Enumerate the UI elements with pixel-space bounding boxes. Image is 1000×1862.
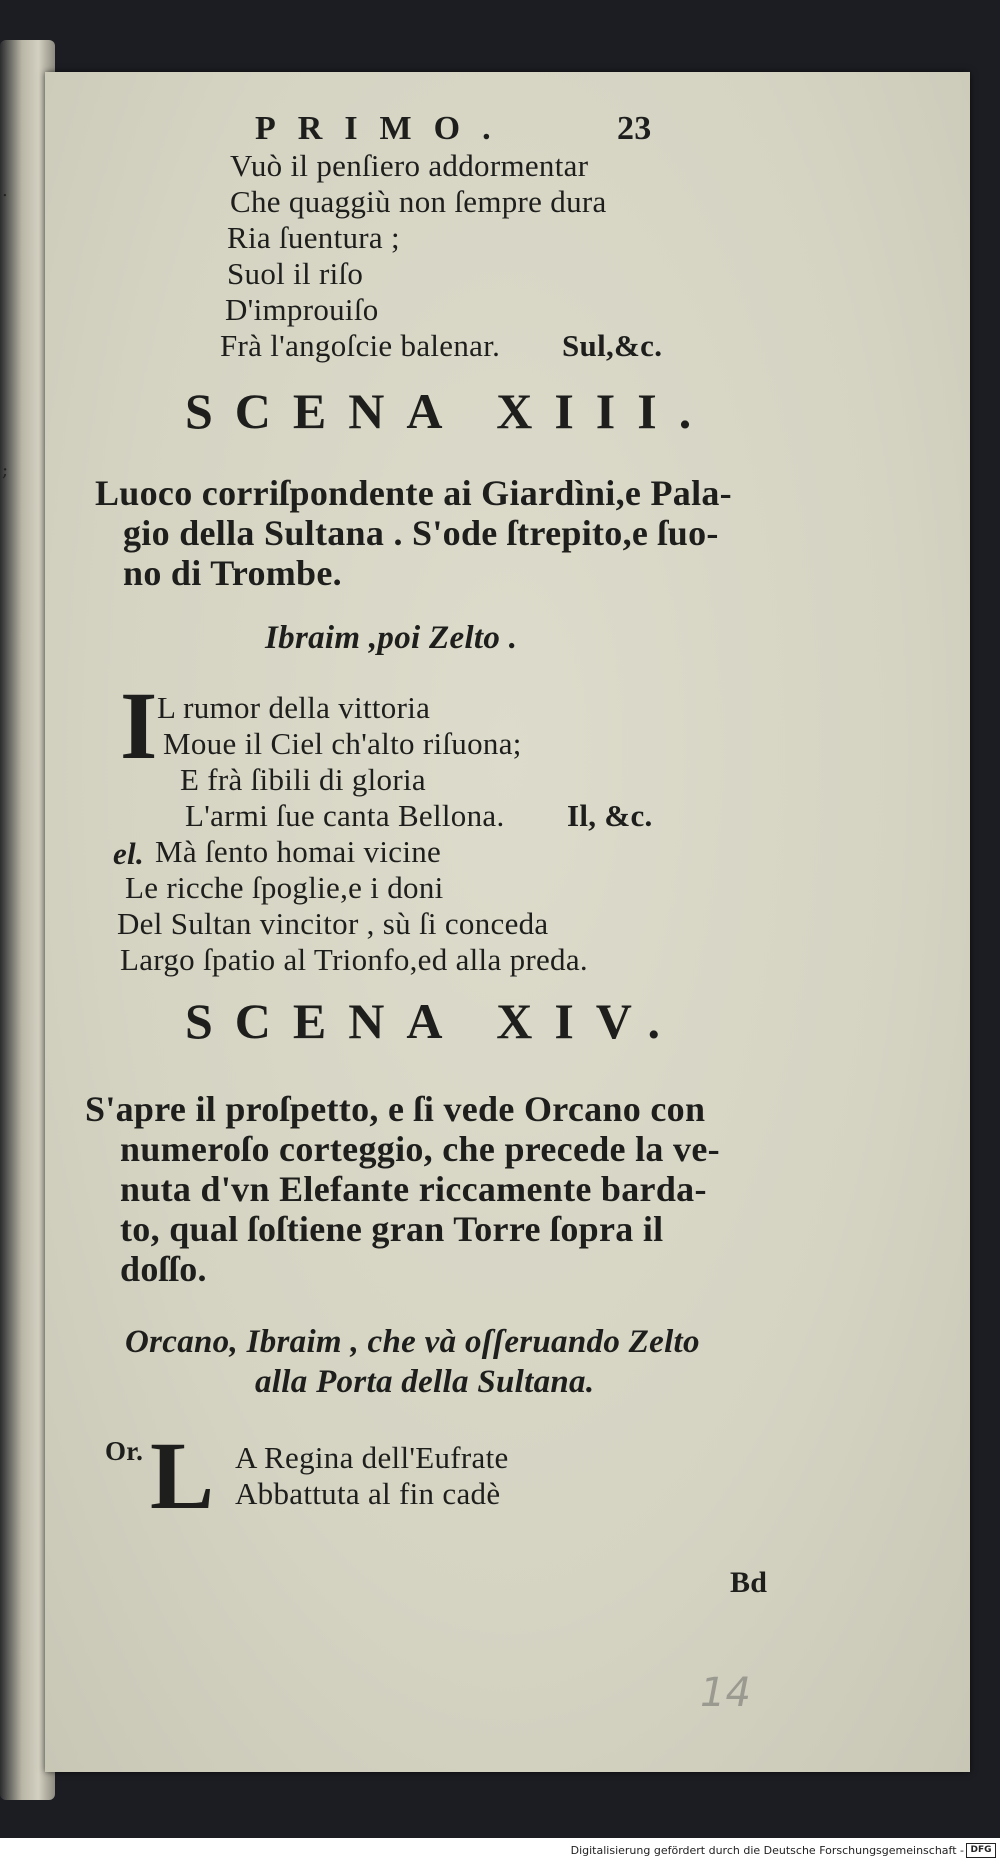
verse-line: Vuò il penſiero addormentar <box>230 148 589 183</box>
scene-14-title: SCENA XIV. <box>185 993 682 1049</box>
scene-14-characters: Orcano, Ibraim , che và oſſeruando Zelto <box>125 1324 700 1360</box>
dfg-logo: DFG <box>966 1843 996 1858</box>
verse-line: L'armi ſue canta Bellona. <box>185 798 505 833</box>
running-header: PRIMO. <box>255 110 513 147</box>
page-number: 23 <box>617 110 652 147</box>
stage-line: to, qual ſoſtiene gran Torre ſopra il <box>120 1209 664 1249</box>
speaker-label: Or. <box>105 1436 144 1466</box>
verse-line: Che quaggiù non ſempre dura <box>230 184 607 219</box>
stage-line: doſſo. <box>120 1249 207 1289</box>
verse-line: Moue il Ciel ch'alto riſuona; <box>163 726 522 761</box>
spine-mark: ; <box>2 460 9 481</box>
scene-13-characters: Ibraim ,poi Zelto . <box>265 620 518 656</box>
stage-line: Luoco corriſpondente ai Giardìni,e Pala- <box>95 473 732 513</box>
scene-13-title: SCENA XIII. <box>185 383 714 439</box>
stage-line: nuta d'vn Elefante riccamente barda- <box>120 1169 707 1209</box>
book-page <box>45 72 970 1772</box>
verse-line: Abbattuta al fin cadè <box>235 1476 501 1511</box>
stage-line: no di Trombe. <box>123 553 342 593</box>
speech-line: Le ricche ſpoglie,e i doni <box>125 870 444 905</box>
speech-line: Del Sultan vincitor , sù ſi conceda <box>117 906 549 941</box>
verse-line: Suol il riſo <box>227 256 364 291</box>
verse-line: L rumor della vittoria <box>157 690 431 725</box>
drop-cap: I <box>120 672 158 779</box>
speech-line: Mà ſento homai vicine <box>155 834 442 869</box>
repeat-cue: Il, &c. <box>567 798 653 833</box>
verse-line: A Regina dell'Eufrate <box>235 1440 509 1475</box>
stage-line: numeroſo corteggio, che precede la ve- <box>120 1129 720 1169</box>
scene-14-characters: alla Porta della Sultana. <box>255 1364 595 1400</box>
stage-line: S'apre il proſpetto, e ſi vede Orcano con <box>85 1089 706 1129</box>
spine-mark: . <box>2 180 8 201</box>
repeat-cue: Sul,&c. <box>562 328 663 363</box>
verse-line: Ria ſuentura ; <box>227 220 400 255</box>
pencil-folio-note: 14 <box>700 1670 751 1716</box>
stage-line: gio della Sultana . S'ode ſtrepito,e ſuo- <box>123 513 719 553</box>
digitization-credit-bar <box>0 1838 1000 1862</box>
catchword: Bd <box>730 1566 768 1599</box>
speech-line: Largo ſpatio al Trionfo,ed alla preda. <box>120 942 588 977</box>
drop-cap: L <box>150 1422 215 1529</box>
verse-line: Frà l'angoſcie balenar. <box>220 328 501 363</box>
verse-line: D'improuiſo <box>225 292 379 327</box>
verse-line: E frà ſibili di gloria <box>180 762 426 797</box>
speaker-label: el. <box>113 836 145 871</box>
credit-text: Digitalisierung gefördert durch die Deutsche Forschungsgemeinschaft - <box>570 1844 964 1857</box>
